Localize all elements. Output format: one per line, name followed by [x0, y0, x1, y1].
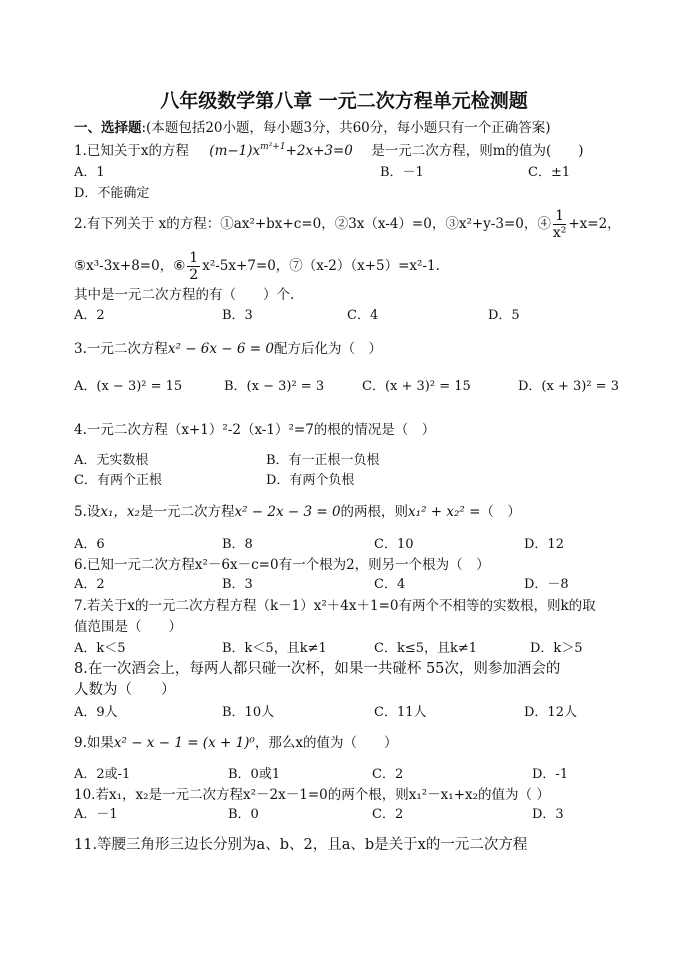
q7-option-b: B．k＜5，且k≠1	[222, 641, 327, 656]
q10-option-a: A．－1	[74, 807, 118, 822]
q1-option-b: B．－1	[380, 165, 424, 180]
section-header	[74, 119, 551, 137]
q4-stem: 4.一元二次方程（x+1）²-2（x-1）²=7的根的情况是（ ）	[74, 422, 436, 438]
q3-stem-b: 配方后化为（ ）	[273, 341, 382, 357]
q7-option-a: A．k＜5	[74, 641, 126, 656]
q10-option-b: B．0	[228, 807, 259, 822]
q7-stem-line1: 7.若关于x的一元二次方程方程（k－1）x²＋4x＋1=0有两个不相等的实数根，则k的取	[74, 598, 596, 614]
q2-option-b: B．3	[222, 308, 253, 323]
q2-frac4-num: 1	[553, 208, 567, 225]
q5-vars: x₁，x₂	[100, 504, 140, 520]
q8-stem-line1: 8.在一次酒会上，每两人都只碰一次杯，如果一共碰杯 55次，则参加酒会的	[74, 661, 561, 677]
q9-option-b: B．0或1	[228, 767, 281, 782]
question-9-stem	[74, 734, 397, 752]
q2-line3: 其中是一元二次方程的有（ ）个.	[74, 287, 295, 303]
section-label: 一、选择题	[74, 120, 142, 136]
question-3-stem	[74, 340, 382, 358]
q5-stem-d: （ ）	[480, 504, 521, 520]
q8-option-c: C．11人	[374, 705, 427, 720]
q9-option-c: C．2	[372, 767, 404, 782]
q2-fraction-6	[187, 250, 200, 283]
q5-stem-a: 5.设	[74, 504, 101, 520]
q9-equation: x² − x − 1 = (x + 1)⁰	[113, 735, 255, 751]
q9-stem-b: ，那么x的值为（ ）	[254, 735, 398, 751]
q10-option-d: D．3	[532, 807, 564, 822]
q8-option-d: D．12人	[524, 705, 577, 720]
q2-line1-tail: +x=2，	[568, 216, 621, 232]
q2-frac6-num: 1	[189, 250, 199, 266]
q3-option-a: A．(x − 3)² = 15	[74, 379, 183, 394]
q5-option-a: A．6	[74, 537, 105, 552]
q1-eq-exp: m²+1	[260, 142, 286, 152]
q2-option-d: D．5	[488, 308, 520, 323]
q4-option-c: C．有两个正根	[74, 473, 162, 488]
q2-frac4-den: x²	[552, 225, 567, 241]
q7-option-c: C．k≤5，且k≠1	[374, 641, 478, 656]
q2-frac6-den: 2	[189, 267, 199, 283]
q4-option-b: B．有一正根一负根	[266, 453, 380, 468]
q10-stem: 10.若x₁，x₂是一元二次方程x²－2x－1=0的两个根，则x₁²－x₁+x₂的值为（ ）	[74, 787, 550, 803]
q11-stem: 11.等腰三角形三边长分别为a、b、2，且a、b是关于x的一元二次方程	[74, 837, 528, 853]
q2-line2-b: x²-5x+7=0，⑦（x-2）（x+5）=x²-1.	[202, 258, 440, 274]
q8-stem-line2: 人数为（ ）	[74, 682, 176, 698]
q4-option-d: D．有两个负根	[266, 473, 355, 488]
q2-line2-a: ⑤x³-3x+8=0，⑥	[74, 258, 186, 274]
page-title: 八年级数学第八章 一元二次方程单元检测题	[160, 90, 528, 112]
question-5-stem	[74, 503, 521, 521]
q9-stem-a: 9.如果	[74, 735, 114, 751]
q7-option-d: D．k＞5	[530, 641, 583, 656]
q10-option-c: C．2	[372, 807, 404, 822]
q1-option-d: D．不能确定	[74, 186, 150, 201]
q2-option-c: C．4	[347, 308, 379, 323]
q6-option-b: B．3	[222, 577, 253, 592]
q4-option-a: A．无实数根	[74, 453, 149, 468]
q2-option-a: A．2	[74, 308, 105, 323]
q1-option-c: C．±1	[528, 165, 571, 180]
q5-expr: x₁² + x₂² =	[408, 504, 481, 520]
q2-line1: 2.有下列关于 x的方程：①ax²+bx+c=0，②3x（x-4）=0，③x²+y-3=0，④	[74, 216, 551, 232]
q5-equation: x² − 2x − 3 = 0	[234, 504, 341, 520]
question-2-line2	[74, 250, 440, 283]
q3-option-b: B．(x − 3)² = 3	[224, 379, 325, 394]
section-note: :(本题包括20小题，每小题3分，共60分，每小题只有一个正确答案)	[141, 120, 551, 136]
q9-option-a: A．2或-1	[74, 767, 131, 782]
q1-equation	[209, 143, 353, 159]
q1-eq-b: +2x+3=0	[285, 143, 353, 159]
question-1-stem	[74, 142, 584, 160]
q6-option-c: C．4	[374, 577, 406, 592]
q6-option-d: D．－8	[524, 577, 569, 592]
q5-option-c: C．10	[374, 537, 414, 552]
q1-stem-b: 是一元二次方程，则m的值为( )	[371, 143, 584, 159]
q1-stem-a: 1.已知关于x的方程	[74, 143, 189, 159]
question-2-line1	[74, 208, 621, 241]
q3-equation: x² − 6x − 6 = 0	[167, 341, 274, 357]
q9-option-d: D．-1	[532, 767, 569, 782]
q3-option-d: D．(x + 3)² = 3	[518, 379, 619, 394]
q1-eq-a: (m−1)x	[209, 143, 261, 159]
q3-stem-a: 3.一元二次方程	[74, 341, 168, 357]
q8-option-b: B．10人	[222, 705, 275, 720]
q1-option-a: A．1	[74, 165, 105, 180]
q5-stem-b: 是一元二次方程	[139, 504, 235, 520]
q2-fraction-4	[553, 208, 567, 241]
q5-option-d: D．12	[524, 537, 564, 552]
q5-option-b: B．8	[222, 537, 253, 552]
q8-option-a: A．9人	[74, 705, 118, 720]
q6-stem: 6.已知一元二次方程x²－6x－c=0有一个根为2，则另一个根为（ ）	[74, 557, 490, 573]
q3-option-c: C．(x + 3)² = 15	[362, 379, 471, 394]
q7-stem-line2: 值范围是（ ）	[74, 619, 182, 635]
q6-option-a: A．2	[74, 577, 105, 592]
q5-stem-c: 的两根，则	[340, 504, 409, 520]
